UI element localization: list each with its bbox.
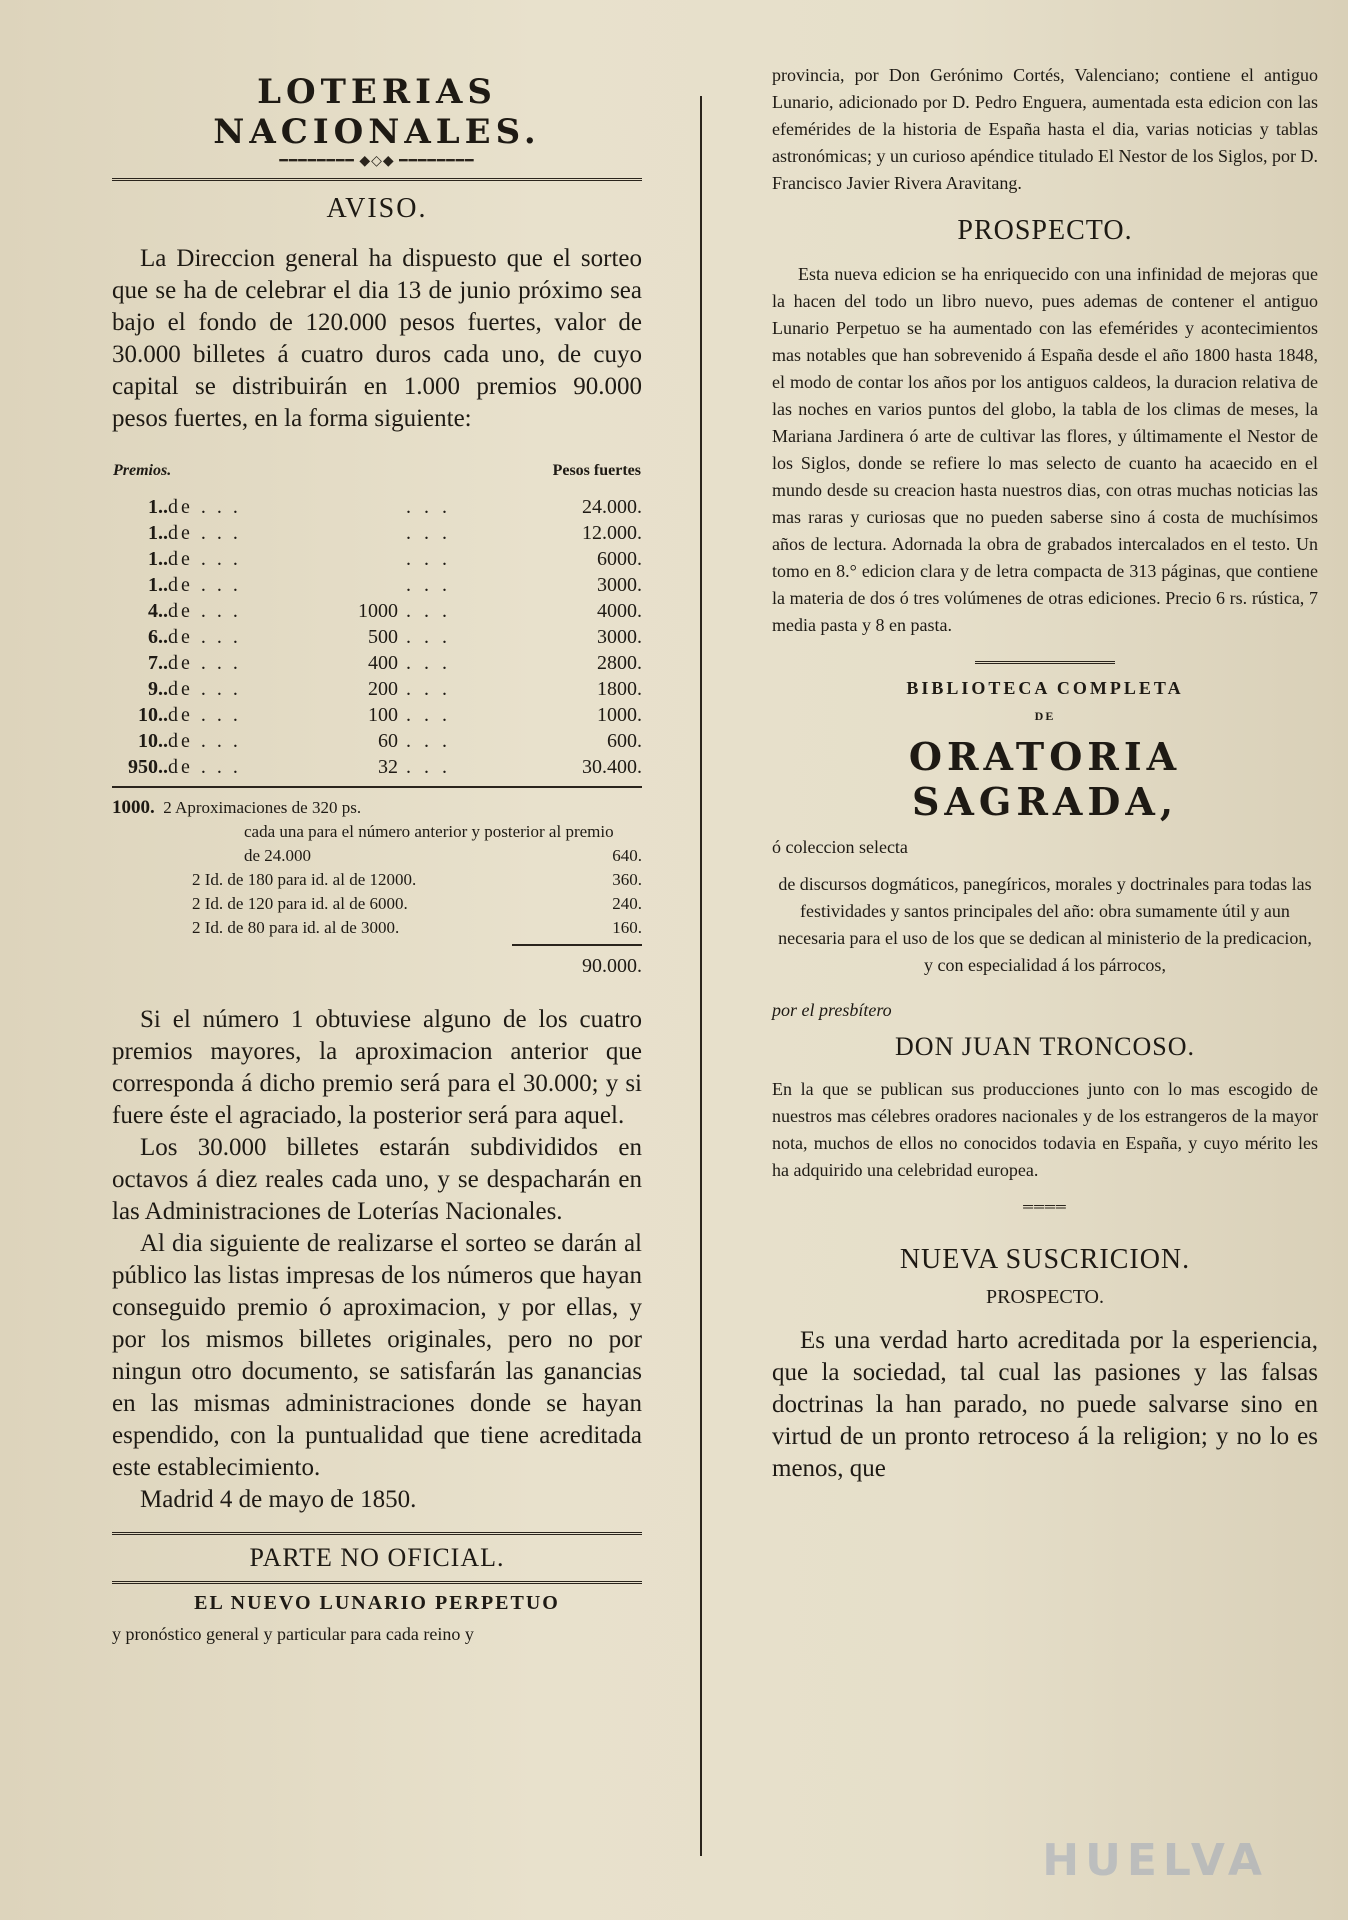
approx-line: de 24.000 (244, 846, 312, 865)
por-el-label: por el presbítero (772, 1000, 892, 1020)
coleccion-text-block (772, 871, 1318, 979)
lunario-title: EL NUEVO LUNARIO PERPETUO (194, 1592, 560, 1614)
author-paragraph: En la que se publican sus producciones junto con lo mas escogido de nuestros mas célebres oradores nacionales y de los estrangeros de la mayor nota, muchos de ellos no conocidos todavia en España, y cuyo mérito les ha adquirido una celebridad europea. (772, 1079, 1318, 1180)
masthead: LOTERIAS NACIONALES. (213, 72, 541, 152)
prize-dots: . . . (406, 652, 451, 674)
prize-amount: 24.000. (582, 496, 642, 518)
prize-qty: 7.. (148, 652, 168, 674)
prize-row (112, 754, 642, 780)
approx-row-amount: 160. (612, 918, 642, 937)
aviso-paragraph: La Direccion general ha dispuesto que el sorteo que se ha de celebrar el dia 13 de junio próximo sea bajo el fondo de 120.000 pesos fuertes, valor de 30.000 billetes á cuatro duros cada uno, de cuyo capital se distribuirán en 1.000 premios 90.000 pesos fuertes, en la forma siguiente: (112, 245, 642, 432)
prize-de: de . . . (168, 704, 241, 726)
aviso-title: AVISO. (326, 193, 428, 224)
prize-dots: . . . (406, 496, 451, 518)
prize-unit: 1000 (358, 600, 398, 622)
prize-table (112, 461, 642, 780)
divider-ornament: ════ (1023, 1200, 1067, 1215)
lottery-rules (112, 1004, 642, 1516)
prize-amount: 2800. (597, 652, 642, 674)
prize-de: de . . . (168, 496, 241, 518)
prize-unit: 100 (368, 704, 398, 726)
approx-row (112, 868, 642, 892)
section-title: PARTE NO OFICIAL. (249, 1543, 505, 1572)
prize-unit (288, 572, 398, 598)
prize-qty: 950.. (128, 756, 168, 778)
nueva-suscricion-title: NUEVA SUSCRICION. (899, 1244, 1191, 1275)
author-name: DON JUAN TRONCOSO. (895, 1032, 1195, 1061)
prize-row (112, 676, 642, 702)
prospecto-paragraph: Esta nueva edicion se ha enriquecido con una infinidad de mejoras que la hacen del todo un libro nuevo, pues ademas de contener el antiguo Lunario Perpetuo se ha aumentado con las efemérides y acontecimientos mas notables que han sobrevenido á España desde el año 1800 hasta 1848, el modo de contar los años por los antiguos caldeos, la duracion relativa de las noches en varios puntos del globo, la tabla de los climas de meses, la Mariana Jardinera ó arte de cultivar las flores, y últimamente el Nestor de los Siglos, donde se refiere lo mas selecto de cuanto ha acaecido en el mundo desde su creacion hasta nuestros dias, con otras muchas noticias las mas raras y curiosas que no pueden saberse sino á costa de muchísimos años de lectura. Adornada la obra de grabados intercalados en el testo. Un tomo en 8.° edicion clara y de letra compacta de 313 páginas, que contiene la materia de dos ó tres volúmenes de otras ediciones. Precio 6 rs. rústica, 7 media pasta y 8 en pasta. (772, 264, 1318, 635)
masthead-ornament: ━━━━━━━━ ◆◇◆ ━━━━━━━━ (279, 154, 475, 169)
rule-paragraph: Al dia siguiente de realizarse el sorteo se darán al público las listas impresas de los números que hayan conseguido premio ó aproximacion, y por ellas, y por los mismos billetes originales, pero no por ningun otro documento, se satisfarán las ganancias en las mismas administraciones donde se hayan espendido, con la puntualidad que tiene acreditada este establecimiento. (112, 1230, 642, 1481)
prize-row (112, 598, 642, 624)
prize-amount: 4000. (597, 600, 642, 622)
continuation-text-block (772, 62, 1318, 197)
rule-paragraph: Los 30.000 billetes estarán subdivididos en octavos á diez reales cada uno, y se despacharán en las Administraciones de Loterías Nacionales. (112, 1134, 642, 1225)
prize-unit (288, 546, 398, 572)
prize-amount: 1800. (597, 678, 642, 700)
approx-line: cada una para el número anterior y posterior al premio (244, 822, 614, 841)
dateline: Madrid 4 de mayo de 1850. (140, 1486, 417, 1513)
prize-table-body (112, 494, 642, 780)
approx-row-amount: 240. (612, 894, 642, 913)
approx-row (112, 892, 642, 916)
prize-row (112, 728, 642, 754)
divider (975, 661, 1115, 664)
right-column (772, 62, 1318, 1485)
grand-total: 90.000. (582, 955, 642, 977)
prize-dots: . . . (406, 522, 451, 544)
prospecto-title: PROSPECTO. (957, 215, 1133, 246)
prize-unit: 400 (368, 652, 398, 674)
prize-de: de . . . (168, 574, 241, 596)
rule-paragraph: Si el número 1 obtuviese alguno de los cuatro premios mayores, la aproximacion anterior que corresponda á dicho premio será para el 30.000; y si fuere éste el agraciado, la posterior será para aquel. (112, 1006, 642, 1129)
prospecto-text-block (772, 261, 1318, 639)
prize-qty: 1.. (148, 496, 168, 518)
prize-dots: . . . (406, 600, 451, 622)
prize-row (112, 650, 642, 676)
prize-amount: 3000. (597, 626, 642, 648)
column-divider (700, 96, 702, 1856)
continuation-paragraph: provincia, por Don Gerónimo Cortés, Valenciano; contiene el antiguo Lunario, adicionado por D. Pedro Enguera, aumentada esta edicion con las efemérides de la historia de España hasta el dia, varias noticias y tablas astronómicas; y un curioso apéndice titulado El Nestor de los Siglos, por D. Francisco Javier Rivera Aravitang. (772, 65, 1318, 193)
prize-de: de . . . (168, 600, 241, 622)
divider (112, 786, 642, 788)
prize-row (112, 702, 642, 728)
approx-row-amount: 360. (612, 870, 642, 889)
approx-row-text: 2 Id. de 180 para id. al de 12000. (192, 870, 417, 889)
prize-qty: 1.. (148, 574, 168, 596)
prize-de: de . . . (168, 548, 241, 570)
prize-qty: 6.. (148, 626, 168, 648)
prize-amount: 600. (607, 730, 642, 752)
approx-amount: 640. (612, 846, 642, 865)
prospecto2-paragraph: Es una verdad harto acreditada por la esperiencia, que la sociedad, tal cual las pasiones y las falsas doctrinas la han parado, no puede salvarse sino en virtud de un pronto retroceso á la religion; y no lo es menos, que (772, 1327, 1318, 1482)
prize-qty: 10.. (138, 730, 168, 752)
prize-amount: 12.000. (582, 522, 642, 544)
divider (112, 1532, 642, 1535)
approx-row (112, 916, 642, 940)
prize-qty: 10.. (138, 704, 168, 726)
approximations-block (112, 796, 642, 978)
prize-dots: . . . (406, 626, 451, 648)
prize-qty: 4.. (148, 600, 168, 622)
prize-amount: 1000. (597, 704, 642, 726)
prize-unit: 500 (368, 626, 398, 648)
prize-qty: 1.. (148, 522, 168, 544)
prize-dots: . . . (406, 678, 451, 700)
divider (112, 178, 642, 181)
watermark-logo: HUELVA (1042, 1835, 1268, 1886)
prize-de: de . . . (168, 756, 241, 778)
prize-table-header-left: Premios. (113, 462, 172, 479)
prize-de: de . . . (168, 626, 241, 648)
prize-de: de . . . (168, 678, 241, 700)
prize-row (112, 546, 642, 572)
prize-unit: 32 (378, 756, 398, 778)
prize-dots: . . . (406, 548, 451, 570)
lunario-subtitle: y pronóstico general y particular para cada reino y (112, 1624, 474, 1644)
approx-lead: 1000. 2 Aproximaciones de 320 ps. (112, 797, 362, 818)
biblioteca-de: DE (1034, 709, 1056, 723)
prize-de: de . . . (168, 730, 241, 752)
prize-amount: 6000. (597, 548, 642, 570)
prize-amount: 3000. (597, 574, 642, 596)
prize-row (112, 520, 642, 546)
prize-amount: 30.400. (582, 756, 642, 778)
prospecto2-text-block (772, 1325, 1318, 1485)
prize-dots: . . . (406, 730, 451, 752)
divider (112, 1581, 642, 1584)
coleccion-label: ó coleccion selecta (772, 837, 908, 857)
prize-de: de . . . (168, 522, 241, 544)
prize-dots: . . . (406, 574, 451, 596)
prize-dots: . . . (406, 704, 451, 726)
prize-row (112, 572, 642, 598)
aviso-text-block (112, 243, 642, 435)
prize-unit: 60 (378, 730, 398, 752)
total-rule (512, 944, 642, 946)
prize-qty: 1.. (148, 548, 168, 570)
coleccion-paragraph: de discursos dogmáticos, panegíricos, morales y doctrinales para todas las festividades y santos principales del año: obra sumamente útil y aun necesaria para el uso de los que se dedican al ministerio de la predicacion, y con especialidad á los párrocos, (778, 874, 1312, 975)
prize-unit: 200 (368, 678, 398, 700)
prize-dots: . . . (406, 756, 451, 778)
author-text-block (772, 1076, 1318, 1184)
biblioteca-title: BIBLIOTECA COMPLETA (906, 678, 1184, 698)
prize-unit (288, 520, 398, 546)
prize-unit (288, 494, 398, 520)
approx-row-text: 2 Id. de 80 para id. al de 3000. (192, 918, 400, 937)
approx-row-text: 2 Id. de 120 para id. al de 6000. (192, 894, 408, 913)
prize-qty: 9.. (148, 678, 168, 700)
prize-table-header-right: Pesos fuertes (552, 462, 641, 479)
oratoria-title: ORATORIA SAGRADA, (908, 734, 1182, 824)
prize-de: de . . . (168, 652, 241, 674)
prospecto-title-2: PROSPECTO. (985, 1286, 1104, 1308)
left-column (112, 62, 642, 1648)
prize-row (112, 624, 642, 650)
prize-row (112, 494, 642, 520)
